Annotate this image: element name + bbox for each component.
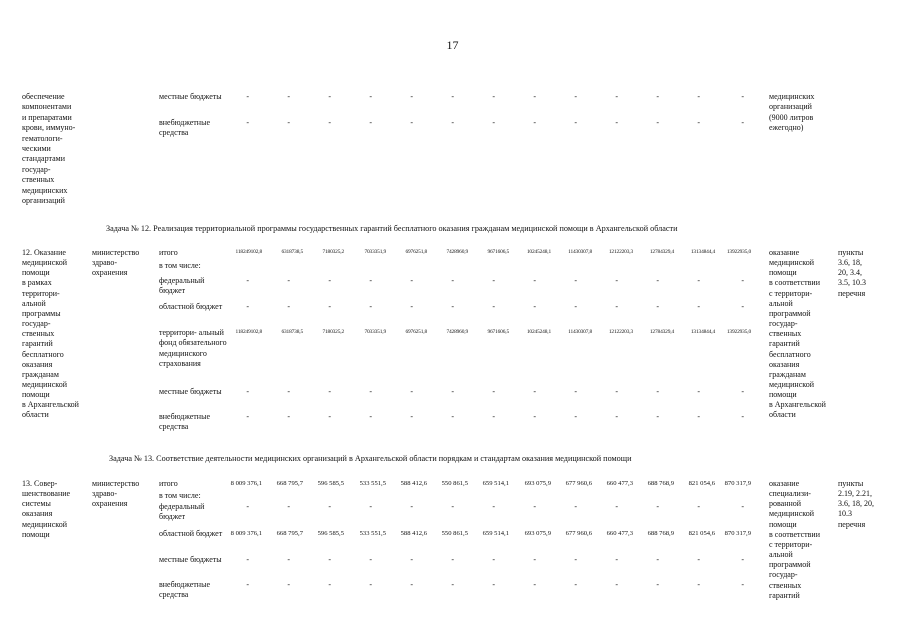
empty-value-dash: - xyxy=(533,118,536,127)
empty-value-dash: - xyxy=(369,412,372,421)
expected-result-line: оказание xyxy=(769,248,800,257)
activity-name-line: программы xyxy=(22,308,61,318)
activity-name-line: и препаратами xyxy=(22,112,72,122)
empty-value-dash: - xyxy=(410,580,413,589)
target-indicator-line: 2.19, 2.21, xyxy=(838,489,872,499)
empty-value-dash: - xyxy=(615,555,618,564)
empty-value-dash: - xyxy=(492,580,495,589)
empty-value-dash: - xyxy=(410,555,413,564)
expected-result-line: помощи xyxy=(769,519,797,529)
funding-value: 677 960,6 xyxy=(565,480,592,487)
expected-result-line: альной xyxy=(769,298,793,308)
expected-result-line: государ- xyxy=(769,319,798,329)
empty-value-dash: - xyxy=(410,502,413,511)
empty-value-dash: - xyxy=(287,580,290,589)
empty-value-dash: - xyxy=(287,276,290,285)
empty-value-dash: - xyxy=(697,580,700,589)
empty-value-dash: - xyxy=(533,387,536,396)
funding-value: 677 960,6 xyxy=(565,530,592,537)
funding-value: 118249102,8 xyxy=(235,249,262,255)
target-indicator-line: пункты xyxy=(838,479,864,488)
empty-value-dash: - xyxy=(410,276,413,285)
empty-value-dash: - xyxy=(410,387,413,396)
expected-result-line: медицинской xyxy=(769,379,815,389)
activity-name-line: государ- xyxy=(22,319,51,329)
empty-value-dash: - xyxy=(369,387,372,396)
empty-value-dash: - xyxy=(451,92,454,101)
funding-value: 688 768,9 xyxy=(647,530,674,537)
empty-value-dash: - xyxy=(697,555,700,564)
expected-result-line: ственных xyxy=(769,580,802,590)
activity-name-line: компонентами xyxy=(22,102,72,112)
empty-value-dash: - xyxy=(451,502,454,511)
activity-name-line: 12. Оказание xyxy=(22,248,66,257)
expected-result-line: государ- xyxy=(769,570,798,580)
funding-value: 659 514,1 xyxy=(482,480,509,487)
expected-result-line: гражданам xyxy=(769,369,806,379)
funding-value: 8 009 376,1 xyxy=(230,530,262,537)
activity-name-line: 13. Совер- xyxy=(22,479,58,488)
funding-source: территори- альный фонд обязательного медицинского страхования xyxy=(159,328,227,369)
funding-source: итого xyxy=(159,479,178,488)
empty-value-dash: - xyxy=(574,387,577,396)
expected-result-line: в Архангельской xyxy=(769,400,826,410)
empty-value-dash: - xyxy=(287,502,290,511)
activity-name-line: гарантий xyxy=(22,339,53,349)
empty-value-dash: - xyxy=(741,555,744,564)
target-indicator-line: 3.5, 10.3 xyxy=(838,278,866,288)
empty-value-dash: - xyxy=(533,276,536,285)
funding-value: 596 585,5 xyxy=(317,530,344,537)
activity-name-line: территори- xyxy=(22,288,60,298)
empty-value-dash: - xyxy=(246,555,249,564)
funding-value: 9671606,5 xyxy=(487,329,509,335)
expected-result-line: оказания xyxy=(769,359,800,369)
empty-value-dash: - xyxy=(656,412,659,421)
funding-value: 588 412,6 xyxy=(400,480,427,487)
empty-value-dash: - xyxy=(492,302,495,311)
funding-source: внебюджетные средства xyxy=(159,580,210,600)
empty-value-dash: - xyxy=(574,412,577,421)
expected-result-line: альной xyxy=(769,550,793,560)
empty-value-dash: - xyxy=(369,302,372,311)
activity-name-line: медицинской xyxy=(22,379,68,389)
empty-value-dash: - xyxy=(656,555,659,564)
empty-value-dash: - xyxy=(287,92,290,101)
funding-value: 6976251,8 xyxy=(405,249,427,255)
empty-value-dash: - xyxy=(328,302,331,311)
target-indicator-line: 3.6, 18, xyxy=(838,258,862,268)
funding-source: федеральный бюджет xyxy=(159,502,205,522)
empty-value-dash: - xyxy=(492,502,495,511)
empty-value-dash: - xyxy=(615,580,618,589)
empty-value-dash: - xyxy=(656,580,659,589)
funding-value: 7428960,9 xyxy=(446,329,468,335)
empty-value-dash: - xyxy=(697,387,700,396)
activity-name-line: гражданам xyxy=(22,369,59,379)
expected-result-line: медицинской xyxy=(769,509,815,519)
funding-value: 660 477,3 xyxy=(606,480,633,487)
funding-source: итого xyxy=(159,248,178,257)
empty-value-dash: - xyxy=(328,502,331,511)
empty-value-dash: - xyxy=(287,302,290,311)
funding-value: 11430307,8 xyxy=(568,249,592,255)
empty-value-dash: - xyxy=(615,387,618,396)
expected-result-line: программой xyxy=(769,560,811,570)
empty-value-dash: - xyxy=(574,555,577,564)
expected-result-line: с территори- xyxy=(769,288,813,298)
funding-source: местные бюджеты xyxy=(159,555,222,564)
empty-value-dash: - xyxy=(656,118,659,127)
expected-result-line: (9000 литров xyxy=(769,112,814,122)
empty-value-dash: - xyxy=(741,92,744,101)
expected-result-line: ежегодно) xyxy=(769,123,804,133)
expected-result-line: организаций xyxy=(769,102,812,112)
empty-value-dash: - xyxy=(615,92,618,101)
empty-value-dash: - xyxy=(369,276,372,285)
activity-name-line: помощи xyxy=(22,529,50,539)
funding-value: 821 054,6 xyxy=(688,480,715,487)
empty-value-dash: - xyxy=(492,92,495,101)
activity-name-line: оказания xyxy=(22,359,53,369)
funding-source: областной бюджет xyxy=(159,529,223,538)
empty-value-dash: - xyxy=(328,580,331,589)
expected-result-line: медицинской xyxy=(769,258,815,268)
funding-value: 688 768,9 xyxy=(647,480,674,487)
empty-value-dash: - xyxy=(287,387,290,396)
activity-name-line: шенствование xyxy=(22,489,71,499)
funding-value: 550 861,5 xyxy=(441,480,468,487)
empty-value-dash: - xyxy=(451,412,454,421)
funding-value: 7033351,9 xyxy=(364,329,386,335)
activity-name-line: в рамках xyxy=(22,278,52,288)
funding-source: федеральный бюджет xyxy=(159,276,205,296)
activity-name-line: в Архангельской xyxy=(22,400,79,410)
activity-name-line: бесплатного xyxy=(22,349,64,359)
target-indicator-line: 10.3 xyxy=(838,509,852,519)
funding-source: областной бюджет xyxy=(159,302,223,311)
empty-value-dash: - xyxy=(328,118,331,127)
executor-line: здраво- xyxy=(92,489,118,499)
empty-value-dash: - xyxy=(615,302,618,311)
funding-value: 6318738,5 xyxy=(281,249,303,255)
empty-value-dash: - xyxy=(246,276,249,285)
empty-value-dash: - xyxy=(246,502,249,511)
empty-value-dash: - xyxy=(656,387,659,396)
empty-value-dash: - xyxy=(246,580,249,589)
executor-line: охранения xyxy=(92,268,128,278)
empty-value-dash: - xyxy=(369,502,372,511)
empty-value-dash: - xyxy=(410,302,413,311)
expected-result-line: бесплатного xyxy=(769,349,811,359)
empty-value-dash: - xyxy=(492,387,495,396)
empty-value-dash: - xyxy=(533,412,536,421)
funding-value: 659 514,1 xyxy=(482,530,509,537)
empty-value-dash: - xyxy=(574,580,577,589)
funding-value: 13134844,4 xyxy=(690,249,715,255)
page-number: 17 xyxy=(446,38,459,52)
expected-result-line: специализи- xyxy=(769,489,811,499)
funding-value: 7180325,2 xyxy=(322,249,344,255)
empty-value-dash: - xyxy=(574,302,577,311)
funding-value: 533 551,5 xyxy=(359,530,386,537)
activity-name-line: системы xyxy=(22,499,51,509)
funding-value: 7033351,9 xyxy=(364,249,386,255)
expected-result-line: рованной xyxy=(769,499,802,509)
activity-name-line: обеспечение xyxy=(22,92,65,101)
funding-value: 588 412,6 xyxy=(400,530,427,537)
activity-name-line: альной xyxy=(22,298,46,308)
empty-value-dash: - xyxy=(741,412,744,421)
expected-result-line: помощи xyxy=(769,390,797,400)
funding-value: 693 075,9 xyxy=(524,530,551,537)
empty-value-dash: - xyxy=(697,302,700,311)
task-heading: Задача № 12. Реализация территориальной программы государственных гарантий бесплатного оказания гражданам медицинской помощи в Архангельской области xyxy=(106,224,678,233)
executor-line: охранения xyxy=(92,499,128,509)
empty-value-dash: - xyxy=(656,92,659,101)
empty-value-dash: - xyxy=(574,502,577,511)
funding-value: 118249102,8 xyxy=(235,329,262,335)
executor-line: здраво- xyxy=(92,258,118,268)
empty-value-dash: - xyxy=(533,302,536,311)
empty-value-dash: - xyxy=(451,580,454,589)
funding-value: 13134844,4 xyxy=(690,329,715,335)
empty-value-dash: - xyxy=(574,276,577,285)
expected-result-line: оказание xyxy=(769,479,800,488)
activity-name-line: медицинской xyxy=(22,258,68,268)
empty-value-dash: - xyxy=(533,92,536,101)
funding-value: 10245248,1 xyxy=(526,329,551,335)
empty-value-dash: - xyxy=(697,118,700,127)
target-indicator-line: 3.6, 18, 20, xyxy=(838,499,874,509)
activity-name-line: области xyxy=(22,410,49,420)
activity-name-line: ственных xyxy=(22,329,55,339)
funding-value: 6976251,8 xyxy=(405,329,427,335)
funding-value: 11430307,8 xyxy=(568,329,592,335)
empty-value-dash: - xyxy=(615,502,618,511)
funding-value: 533 551,5 xyxy=(359,480,386,487)
funding-value: 7428960,9 xyxy=(446,249,468,255)
funding-value: 13922935,0 xyxy=(726,329,751,335)
activity-name-line: помощи xyxy=(22,268,50,278)
empty-value-dash: - xyxy=(615,118,618,127)
empty-value-dash: - xyxy=(656,302,659,311)
empty-value-dash: - xyxy=(287,555,290,564)
empty-value-dash: - xyxy=(741,502,744,511)
expected-result-line: в соответствии xyxy=(769,529,820,539)
empty-value-dash: - xyxy=(533,555,536,564)
expected-result-line: области xyxy=(769,410,796,420)
activity-name-line: медицинских xyxy=(22,185,68,195)
executor-line: министерство xyxy=(92,248,140,257)
empty-value-dash: - xyxy=(246,302,249,311)
target-indicator-line: пункты xyxy=(838,248,864,257)
empty-value-dash: - xyxy=(328,555,331,564)
empty-value-dash: - xyxy=(246,412,249,421)
empty-value-dash: - xyxy=(328,412,331,421)
empty-value-dash: - xyxy=(287,412,290,421)
expected-result-line: с территори- xyxy=(769,539,813,549)
activity-name-line: гематологи- xyxy=(22,133,63,143)
empty-value-dash: - xyxy=(328,276,331,285)
empty-value-dash: - xyxy=(697,276,700,285)
empty-value-dash: - xyxy=(246,387,249,396)
empty-value-dash: - xyxy=(697,92,700,101)
target-indicator-line: перечня xyxy=(838,288,866,298)
empty-value-dash: - xyxy=(328,387,331,396)
funding-value: 10245248,1 xyxy=(526,249,551,255)
empty-value-dash: - xyxy=(697,412,700,421)
empty-value-dash: - xyxy=(656,276,659,285)
empty-value-dash: - xyxy=(741,580,744,589)
empty-value-dash: - xyxy=(287,118,290,127)
funding-value: 8 009 376,1 xyxy=(230,480,262,487)
empty-value-dash: - xyxy=(656,502,659,511)
funding-value: 7180325,2 xyxy=(322,329,344,335)
funding-value: 550 861,5 xyxy=(441,530,468,537)
funding-value: 13922935,0 xyxy=(726,249,751,255)
empty-value-dash: - xyxy=(451,276,454,285)
expected-result-line: помощи xyxy=(769,268,797,278)
empty-value-dash: - xyxy=(246,118,249,127)
empty-value-dash: - xyxy=(615,412,618,421)
funding-value: 12122203,3 xyxy=(608,249,633,255)
empty-value-dash: - xyxy=(741,302,744,311)
empty-value-dash: - xyxy=(741,118,744,127)
activity-name-line: медицинской xyxy=(22,519,68,529)
funding-value: 870 317,9 xyxy=(724,530,751,537)
activity-name-line: государ- xyxy=(22,164,51,174)
funding-value: 821 054,6 xyxy=(688,530,715,537)
activity-name-line: оказания xyxy=(22,509,53,519)
expected-result-line: гарантий xyxy=(769,339,800,349)
empty-value-dash: - xyxy=(410,92,413,101)
empty-value-dash: - xyxy=(410,118,413,127)
funding-value: 870 317,9 xyxy=(724,480,751,487)
funding-value: 12122203,3 xyxy=(608,329,633,335)
empty-value-dash: - xyxy=(246,92,249,101)
activity-name-line: стандартами xyxy=(22,154,65,164)
empty-value-dash: - xyxy=(492,412,495,421)
empty-value-dash: - xyxy=(410,412,413,421)
activity-name-line: ственных xyxy=(22,175,55,185)
empty-value-dash: - xyxy=(369,555,372,564)
target-indicator-line: перечня xyxy=(838,519,866,529)
target-indicator-line: 20, 3.4, xyxy=(838,268,862,278)
funding-value: 668 795,7 xyxy=(276,530,303,537)
funding-value: 660 477,3 xyxy=(606,530,633,537)
empty-value-dash: - xyxy=(328,92,331,101)
empty-value-dash: - xyxy=(741,387,744,396)
executor-line: министерство xyxy=(92,479,140,488)
funding-source: в том числе: xyxy=(159,491,201,500)
empty-value-dash: - xyxy=(574,92,577,101)
expected-result-line: медицинских xyxy=(769,92,815,101)
empty-value-dash: - xyxy=(533,502,536,511)
funding-source: внебюджетные средства xyxy=(159,412,210,432)
empty-value-dash: - xyxy=(697,502,700,511)
empty-value-dash: - xyxy=(369,92,372,101)
empty-value-dash: - xyxy=(492,118,495,127)
funding-value: 693 075,9 xyxy=(524,480,551,487)
activity-name-line: ческими xyxy=(22,144,51,153)
expected-result-line: гарантий xyxy=(769,590,800,600)
funding-source: внебюджетные средства xyxy=(159,118,210,138)
expected-result-line: ственных xyxy=(769,329,802,339)
empty-value-dash: - xyxy=(451,555,454,564)
empty-value-dash: - xyxy=(492,276,495,285)
empty-value-dash: - xyxy=(615,276,618,285)
funding-value: 12784329,4 xyxy=(649,249,674,255)
empty-value-dash: - xyxy=(451,387,454,396)
funding-source: местные бюджеты xyxy=(159,387,222,396)
empty-value-dash: - xyxy=(451,302,454,311)
empty-value-dash: - xyxy=(492,555,495,564)
activity-name-line: организаций xyxy=(22,196,65,205)
funding-source: в том числе: xyxy=(159,261,201,270)
empty-value-dash: - xyxy=(451,118,454,127)
activity-name-line: помощи xyxy=(22,390,50,400)
funding-value: 668 795,7 xyxy=(276,480,303,487)
funding-value: 6318738,5 xyxy=(281,329,303,335)
funding-value: 596 585,5 xyxy=(317,480,344,487)
task-heading: Задача № 13. Соответствие деятельности медицинских организаций в Архангельской области порядкам и стандартам оказания медицинской помощи xyxy=(109,454,632,463)
empty-value-dash: - xyxy=(369,580,372,589)
funding-value: 12784329,4 xyxy=(649,329,674,335)
expected-result-line: в соответствии xyxy=(769,278,820,288)
activity-name-line: крови, иммуно- xyxy=(22,123,76,133)
funding-value: 9671606,5 xyxy=(487,249,509,255)
empty-value-dash: - xyxy=(741,276,744,285)
empty-value-dash: - xyxy=(369,118,372,127)
empty-value-dash: - xyxy=(533,580,536,589)
funding-source: местные бюджеты xyxy=(159,92,222,101)
expected-result-line: программой xyxy=(769,308,811,318)
empty-value-dash: - xyxy=(574,118,577,127)
